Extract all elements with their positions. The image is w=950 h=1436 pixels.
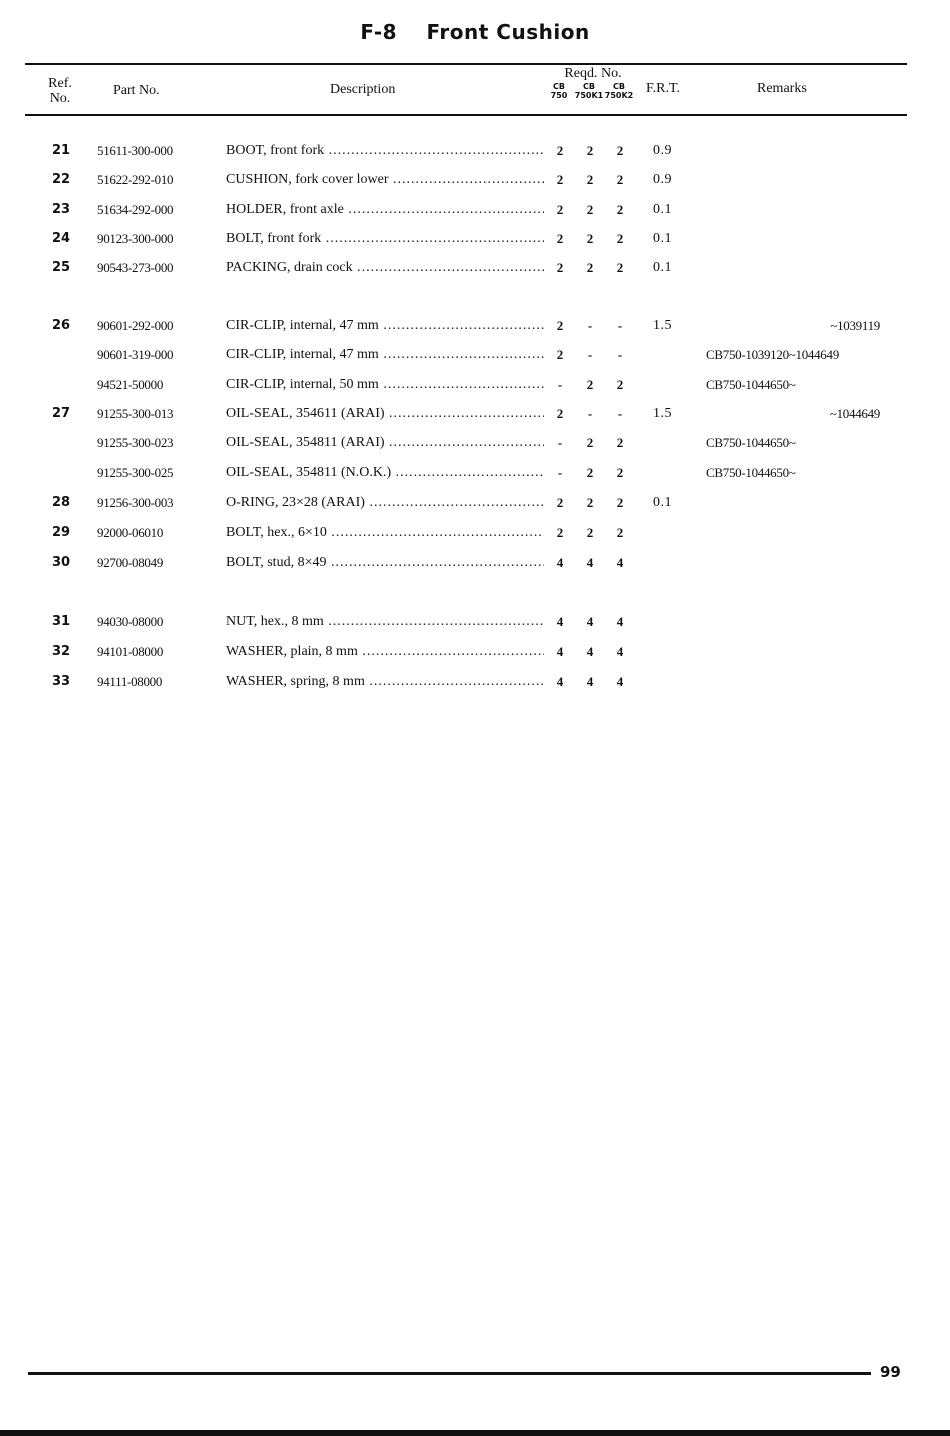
part-no: 91255-300-025	[97, 465, 174, 480]
table-row	[0, 553, 950, 573]
ref-no: 30	[52, 555, 71, 570]
part-no: 94521-50000	[97, 377, 164, 392]
description: BOLT, front fork .....	[226, 229, 544, 249]
part-no: 51622-292-010	[97, 172, 174, 187]
qty-cb750: 2	[556, 231, 564, 246]
part-no-header: Part No.	[113, 83, 160, 98]
footer-rule	[28, 1372, 871, 1375]
description: PACKING, drain cock .....	[226, 258, 544, 278]
page-number: 99	[880, 1363, 901, 1381]
table-row	[0, 316, 950, 336]
qty-cb750: -	[557, 435, 563, 450]
description: O-RING, 23×28 (ARAI) .....	[226, 493, 544, 513]
part-no: 51611-300-000	[97, 143, 173, 158]
part-no: 51634-292-000	[97, 202, 174, 217]
model-header-cb750k2: CB 750K2	[604, 82, 634, 100]
ref-no: 29	[52, 525, 71, 540]
qty-cb750k2: 2	[616, 260, 624, 275]
qty-cb750: -	[557, 465, 563, 480]
part-no: 94111-08000	[97, 674, 163, 689]
description: BOLT, stud, 8×49 .....	[226, 553, 544, 573]
qty-cb750k2: -	[617, 406, 623, 421]
description: NUT, hex., 8 mm .....	[226, 612, 544, 632]
part-no: 94101-08000	[97, 644, 164, 659]
remarks-header: Remarks	[757, 81, 807, 96]
qty-cb750k1: 2	[586, 143, 594, 158]
qty-cb750k2: 2	[616, 525, 624, 540]
table-row	[0, 523, 950, 543]
description: CIR-CLIP, internal, 47 mm .....	[226, 345, 544, 365]
qty-cb750: 2	[556, 318, 564, 333]
table-row	[0, 375, 950, 395]
qty-cb750k1: -	[587, 318, 593, 333]
ref-no: 22	[52, 172, 71, 187]
part-no: 90123-300-000	[97, 231, 174, 246]
qty-cb750k2: 2	[616, 465, 624, 480]
frt-value: 0.9	[653, 172, 672, 187]
frt-value: 1.5	[653, 406, 672, 421]
qty-cb750: 2	[556, 260, 564, 275]
frt-value: 0.1	[653, 260, 672, 275]
frt-header: F.R.T.	[646, 81, 681, 96]
table-row	[0, 141, 950, 161]
qty-cb750k2: 2	[616, 202, 624, 217]
part-no: 94030-08000	[97, 614, 164, 629]
description: WASHER, spring, 8 mm .....	[226, 672, 544, 692]
ref-no: 23	[52, 202, 71, 217]
qty-cb750k2: 4	[616, 674, 624, 689]
qty-cb750k2: -	[617, 347, 623, 362]
part-no: 90601-319-000	[97, 347, 174, 362]
part-no: 90543-273-000	[97, 260, 174, 275]
table-row	[0, 642, 950, 662]
qty-cb750k1: 2	[586, 465, 594, 480]
qty-cb750: 2	[556, 202, 564, 217]
model-header-cb750k1: CB 750K1	[574, 82, 604, 100]
ref-no: 21	[52, 143, 71, 158]
reqd-no-header: Reqd. No.	[564, 66, 622, 81]
ref-no: 26	[52, 318, 71, 333]
description: BOOT, front fork .....	[226, 141, 544, 161]
ref-no-header	[44, 76, 76, 106]
part-no: 91255-300-023	[97, 435, 174, 450]
qty-cb750k2: 4	[616, 614, 624, 629]
qty-cb750k2: 2	[616, 435, 624, 450]
remarks: CB750-1044650~	[706, 465, 796, 480]
part-no: 92000-06010	[97, 525, 164, 540]
description: CIR-CLIP, internal, 50 mm .....	[226, 375, 544, 395]
description-header: Description	[330, 82, 396, 97]
header-bottom-rule	[25, 114, 907, 116]
qty-cb750k1: 4	[586, 555, 594, 570]
section-title: Front Cushion	[426, 20, 590, 44]
qty-cb750k1: 2	[586, 495, 594, 510]
description: OIL-SEAL, 354811 (ARAI) .....	[226, 433, 544, 453]
qty-cb750k1: 2	[586, 525, 594, 540]
part-no: 91255-300-013	[97, 406, 174, 421]
qty-cb750k2: 4	[616, 555, 624, 570]
ref-header-line1: Ref.	[48, 76, 72, 91]
table-row	[0, 200, 950, 220]
frt-value: 0.1	[653, 495, 672, 510]
table-row	[0, 229, 950, 249]
ref-no: 28	[52, 495, 71, 510]
scan-edge	[0, 1430, 950, 1436]
ref-no: 31	[52, 614, 71, 629]
header-top-rule	[25, 63, 907, 65]
table-row	[0, 612, 950, 632]
table-row	[0, 345, 950, 365]
remarks: CB750-1039120~1044649	[706, 347, 839, 362]
model-header-cb750: CB 750	[550, 82, 568, 100]
table-row	[0, 463, 950, 483]
remarks: CB750-1044650~	[706, 377, 796, 392]
qty-cb750k2: 2	[616, 377, 624, 392]
frt-value: 1.5	[653, 318, 672, 333]
remarks: ~1044649	[829, 406, 880, 421]
qty-cb750k1: 2	[586, 202, 594, 217]
qty-cb750k1: 2	[586, 260, 594, 275]
ref-no: 25	[52, 260, 71, 275]
description: HOLDER, front axle .....	[226, 200, 544, 220]
section-code: F-8	[360, 20, 398, 44]
ref-header-line2: No.	[49, 91, 71, 106]
qty-cb750k1: 2	[586, 377, 594, 392]
qty-cb750: 4	[556, 614, 564, 629]
qty-cb750k1: 4	[586, 644, 594, 659]
qty-cb750k1: 2	[586, 435, 594, 450]
qty-cb750: 2	[556, 406, 564, 421]
qty-cb750k1: 4	[586, 674, 594, 689]
frt-value: 0.1	[653, 231, 672, 246]
description: OIL-SEAL, 354811 (N.O.K.) .....	[226, 463, 544, 483]
qty-cb750k1: 2	[586, 231, 594, 246]
qty-cb750: 4	[556, 674, 564, 689]
qty-cb750k1: 4	[586, 614, 594, 629]
qty-cb750: 2	[556, 525, 564, 540]
qty-cb750: 2	[556, 172, 564, 187]
ref-no: 33	[52, 674, 71, 689]
qty-cb750: -	[557, 377, 563, 392]
qty-cb750: 4	[556, 644, 564, 659]
ref-no: 24	[52, 231, 71, 246]
remarks: ~1039119	[830, 318, 880, 333]
table-row	[0, 672, 950, 692]
qty-cb750k1: -	[587, 347, 593, 362]
table-row	[0, 404, 950, 424]
description: CIR-CLIP, internal, 47 mm .....	[226, 316, 544, 336]
ref-no: 32	[52, 644, 71, 659]
description: WASHER, plain, 8 mm .....	[226, 642, 544, 662]
qty-cb750k2: 2	[616, 172, 624, 187]
table-row	[0, 258, 950, 278]
qty-cb750k2: -	[617, 318, 623, 333]
qty-cb750k2: 4	[616, 644, 624, 659]
description: OIL-SEAL, 354611 (ARAI) .....	[226, 404, 544, 424]
part-no: 90601-292-000	[97, 318, 174, 333]
frt-value: 0.1	[653, 202, 672, 217]
table-row	[0, 433, 950, 453]
qty-cb750k2: 2	[616, 231, 624, 246]
qty-cb750: 2	[556, 143, 564, 158]
description: BOLT, hex., 6×10 .....	[226, 523, 544, 543]
qty-cb750: 4	[556, 555, 564, 570]
qty-cb750k2: 2	[616, 495, 624, 510]
page-title	[0, 20, 950, 44]
qty-cb750: 2	[556, 495, 564, 510]
qty-cb750k1: 2	[586, 172, 594, 187]
description: CUSHION, fork cover lower .....	[226, 170, 544, 190]
ref-no: 27	[52, 406, 71, 421]
qty-cb750k2: 2	[616, 143, 624, 158]
remarks: CB750-1044650~	[706, 435, 796, 450]
qty-cb750: 2	[556, 347, 564, 362]
table-row	[0, 493, 950, 513]
frt-value: 0.9	[653, 143, 672, 158]
part-no: 92700-08049	[97, 555, 164, 570]
qty-cb750k1: -	[587, 406, 593, 421]
table-row	[0, 170, 950, 190]
part-no: 91256-300-003	[97, 495, 174, 510]
